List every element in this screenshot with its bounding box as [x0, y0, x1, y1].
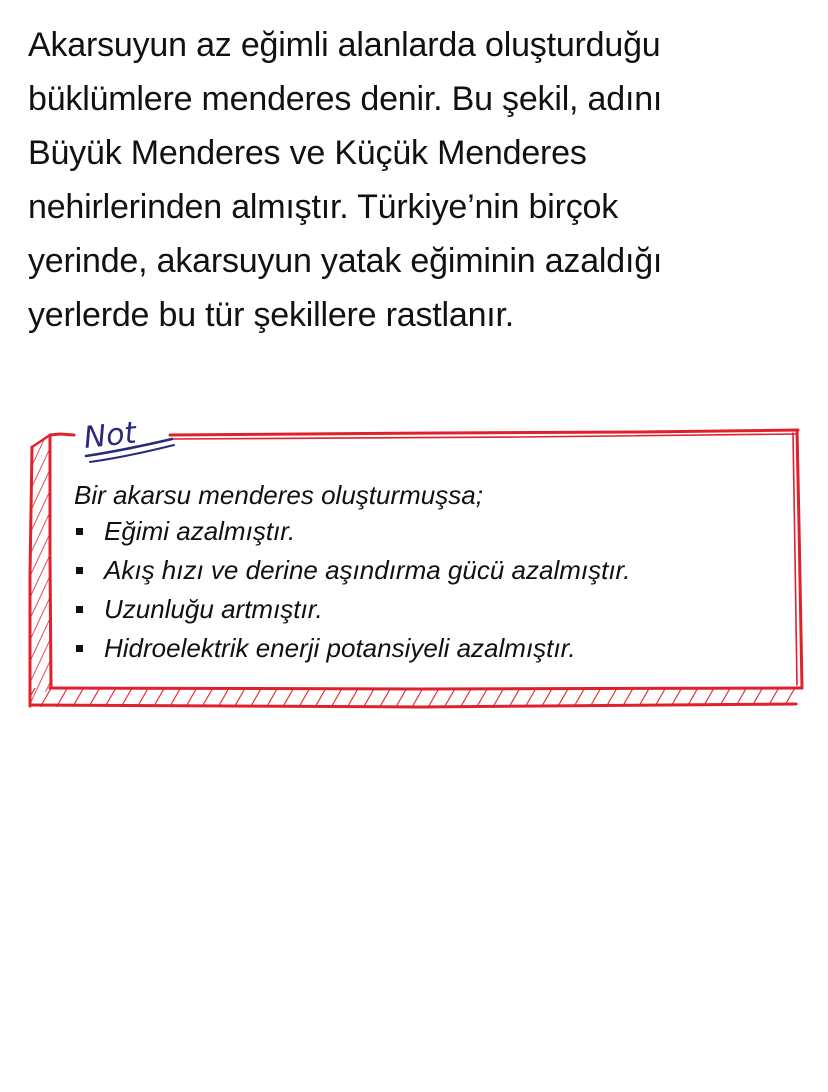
paragraph-line: yerinde, akarsuyun yatak eğiminin azaldığı [28, 242, 663, 280]
note-title-lettering [82, 408, 182, 468]
bullet-icon [76, 645, 83, 652]
meander-paragraph [28, 18, 808, 342]
bullet-icon [76, 528, 83, 535]
paragraph-line: Büyük Menderes ve Küçük Menderes [28, 134, 587, 172]
paragraph-line: büklümlere menderes denir. Bu şekil, adını [28, 80, 663, 118]
list-item-text: Uzunluğu artmıştır. [104, 594, 323, 624]
bullet-icon [76, 567, 83, 574]
note-title-text: Not [82, 415, 138, 456]
list-item-text: Hidroelektrik enerji potansiyeli azalmıştır. [104, 633, 576, 663]
list-item [74, 629, 794, 668]
bullet-icon [76, 606, 83, 613]
note-title [82, 408, 182, 468]
paragraph-line: nehirlerinden almıştır. Türkiye’nin birçok [28, 188, 619, 226]
note-intro: Bir akarsu menderes oluşturmuşsa; [74, 480, 483, 510]
list-item [74, 512, 794, 551]
paragraph-line: Akarsuyun az eğimli alanlarda oluşturduğu [28, 26, 661, 64]
note-list [74, 512, 794, 668]
list-item-text: Eğimi azalmıştır. [104, 516, 296, 546]
list-item [74, 551, 794, 590]
paragraph-line: yerlerde bu tür şekillere rastlanır. [28, 296, 515, 334]
list-item-text: Akış hızı ve derine aşındırma gücü azalmıştır. [104, 555, 631, 585]
note-content [74, 478, 794, 668]
list-item [74, 590, 794, 629]
